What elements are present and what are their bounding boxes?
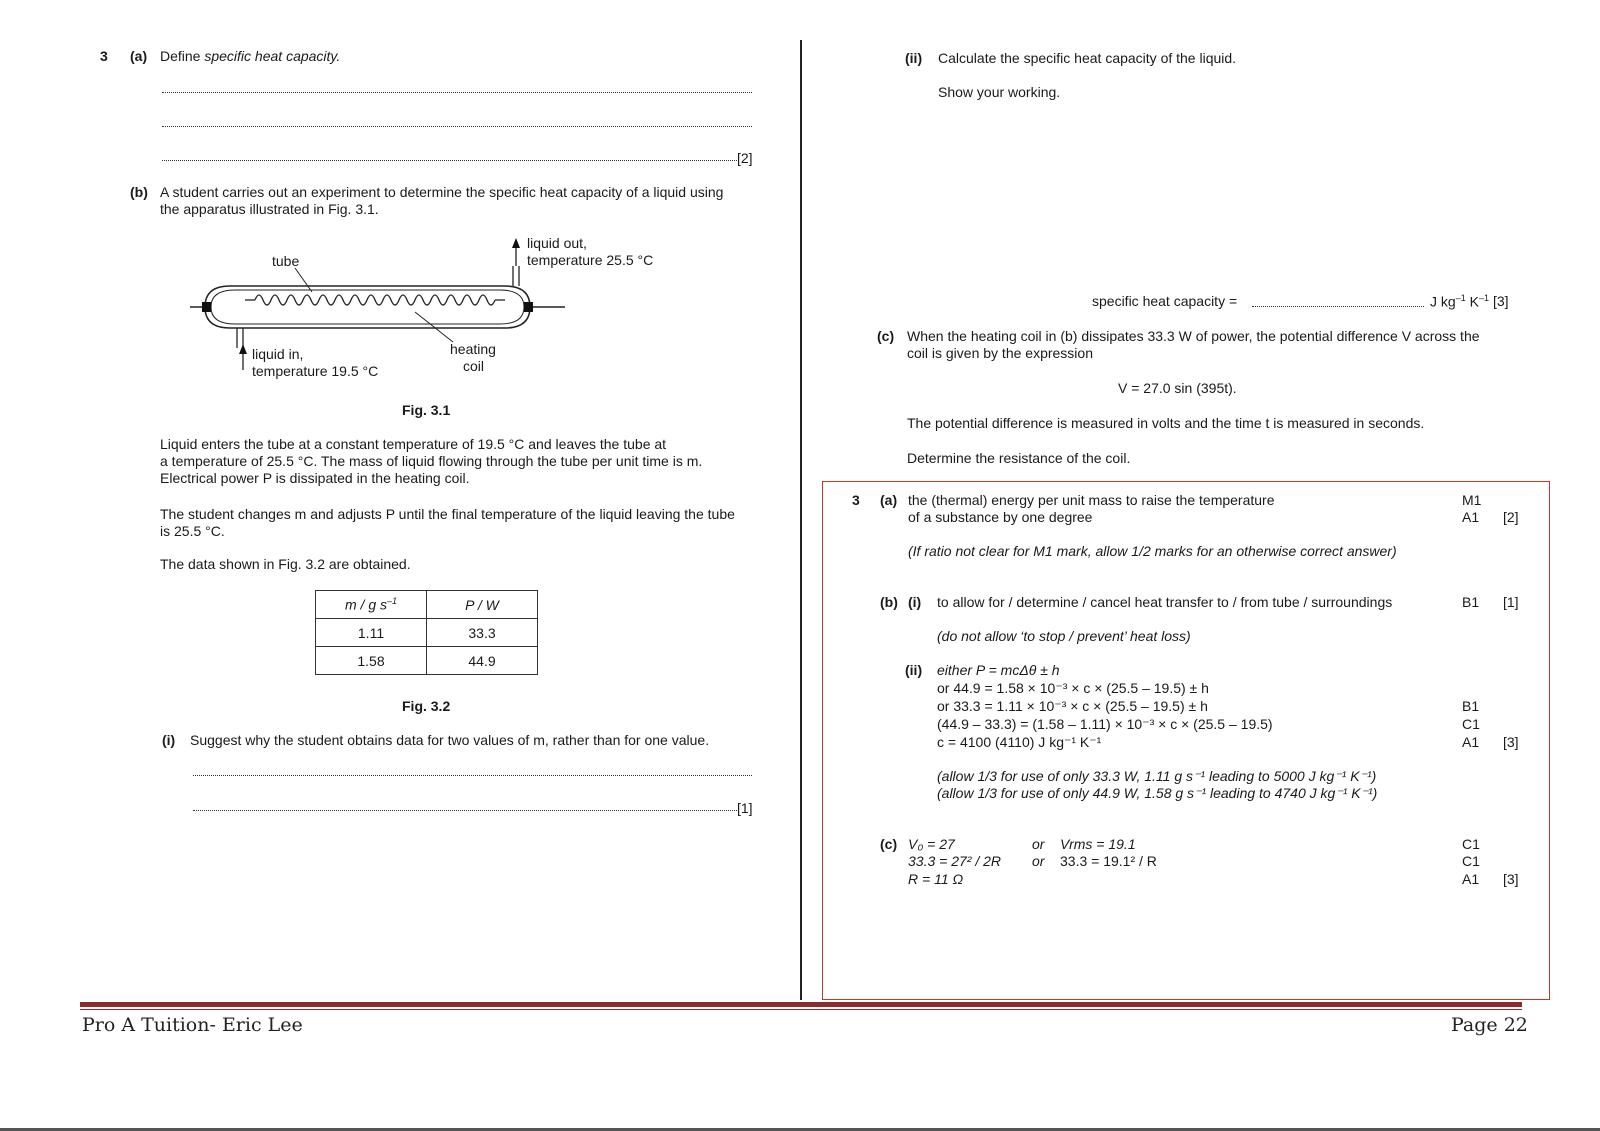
table-cell: 44.9	[427, 647, 538, 675]
footer-author: Pro A Tuition- Eric Lee	[82, 1014, 303, 1036]
ms-c-mark-2: C1	[1462, 853, 1480, 869]
ms-question-number: 3	[852, 492, 860, 508]
ms-bii-line-1: either P = mcΔθ ± h	[937, 662, 1060, 678]
ms-a-line-1: the (thermal) energy per unit mass to raise the temperature	[908, 492, 1275, 508]
ms-a-mark-2: A1	[1462, 509, 1480, 525]
shc-answer-line[interactable]	[1252, 306, 1424, 307]
ms-a-note: (If ratio not clear for M1 mark, allow 1/2 marks for an otherwise correct answer)	[908, 543, 1397, 559]
fig31-liquid-out-label: liquid out,	[527, 235, 587, 251]
table-row	[316, 647, 538, 675]
ms-bii-total: [3]	[1503, 734, 1519, 750]
ms-bii-line-3: or 33.3 = 1.11 × 10⁻³ × c × (25.5 – 19.5) ± h	[937, 698, 1208, 714]
ms-c-line-1a: V₀ = 27	[908, 836, 955, 852]
part-bi-label: (i)	[162, 732, 176, 748]
fig-3-2-caption: Fig. 3.2	[402, 698, 451, 714]
answer-line[interactable]	[193, 810, 737, 811]
ms-c-mark-1: C1	[1462, 836, 1480, 852]
ms-bi-note: (do not allow ‘to stop / prevent’ heat loss)	[937, 628, 1191, 644]
ms-c-label: (c)	[880, 836, 898, 852]
table-cell: 1.58	[316, 647, 427, 675]
mark-a: [2]	[737, 150, 753, 166]
answer-line[interactable]	[162, 160, 737, 161]
footer-rule-thin	[80, 1009, 1522, 1010]
ms-c-line-1b: Vrms = 19.1	[1060, 836, 1136, 852]
table-header-p: P / W	[427, 591, 538, 619]
ms-bii-line-5: c = 4100 (4110) J kg⁻¹ K⁻¹	[937, 734, 1102, 750]
shc-unit: J $kg^{-1}$ $K^{-1}$	[1430, 293, 1489, 310]
ms-c-line-2a: 33.3 = 27² / 2R	[908, 853, 1002, 869]
ms-c-or-1: or	[1032, 836, 1045, 852]
mark-bi: [1]	[737, 800, 753, 816]
ms-a-mark-1: M1	[1462, 492, 1482, 508]
part-c-text: When the heating coil in (b) dissipates 33.3 W of power, the potential difference V across the coil is given by the expression	[907, 328, 1480, 361]
fig31-temp-out-label: temperature 25.5 °C	[527, 252, 654, 268]
part-c-text-3: The potential difference is measured in volts and the time t is measured in seconds.	[907, 415, 1425, 431]
footer-page-number: Page 22	[1451, 1014, 1528, 1036]
ms-bii-line-4: (44.9 – 33.3) = (1.58 – 1.11) × 10⁻³ × c × (25.5 – 19.5)	[937, 716, 1273, 732]
table-row	[316, 619, 538, 647]
fig31-heating-label: heating	[450, 341, 496, 357]
ms-bii-note-2: (allow 1/3 for use of only 44.9 W, 1.58 g s⁻¹ leading to 4740 J kg⁻¹ K⁻¹)	[937, 785, 1378, 801]
table-header-m: m / g $s^{-1}$	[316, 591, 427, 619]
paragraph-1: Liquid enters the tube at a constant temperature of 19.5 °C and leaves the tube at a temperature of 25.5 °C. The mass of liquid flowing through the tube per unit time is m. Electrical power P is dissipated in the heating coil.	[160, 436, 703, 486]
ms-c-mark-3: A1	[1462, 871, 1480, 887]
table-cell: 33.3	[427, 619, 538, 647]
ms-c-or-2: or	[1032, 853, 1045, 869]
part-c-equation: V = 27.0 sin (395t).	[1118, 380, 1237, 396]
fig-3-1-caption: Fig. 3.1	[402, 402, 451, 418]
column-divider	[800, 40, 802, 1000]
ms-bii-note-1: (allow 1/3 for use of only 33.3 W, 1.11 g s⁻¹ leading to 5000 J kg⁻¹ K⁻¹)	[937, 768, 1377, 784]
fig-3-2-table	[315, 590, 538, 675]
ms-bii-line-2: or 44.9 = 1.58 × 10⁻³ × c × (25.5 – 19.5) ± h	[937, 680, 1209, 696]
footer-rule	[80, 1002, 1522, 1007]
part-bii-show: Show your working.	[938, 84, 1061, 100]
shc-answer-label: specific heat capacity =	[1092, 293, 1238, 309]
ms-bii-mark-1: B1	[1462, 698, 1480, 714]
part-a-label: (a)	[130, 48, 148, 64]
part-bii-text: Calculate the specific heat capacity of the liquid.	[938, 50, 1237, 66]
fig31-temp-in-label: temperature 19.5 °C	[252, 363, 379, 379]
paragraph-3: The data shown in Fig. 3.2 are obtained.	[160, 556, 411, 572]
part-c-text-4: Determine the resistance of the coil.	[907, 450, 1131, 466]
answer-line[interactable]	[193, 775, 752, 776]
mark-bii: [3]	[1493, 293, 1509, 309]
ms-c-total: [3]	[1503, 871, 1519, 887]
ms-bi-label: (i)	[908, 594, 922, 610]
part-a-text: Define specific heat capacity.	[160, 48, 341, 64]
ms-a-line-2: of a substance by one degree	[908, 509, 1093, 525]
fig-3-1-diagram	[180, 230, 580, 390]
part-b-text: A student carries out an experiment to determine the specific heat capacity of a liquid using the apparatus illustrated in Fig. 3.1.	[160, 184, 724, 217]
ms-bi-total: [1]	[1503, 594, 1519, 610]
part-c-label: (c)	[877, 328, 895, 344]
part-b-label: (b)	[130, 184, 148, 200]
part-bii-label: (ii)	[905, 50, 923, 66]
answer-line[interactable]	[162, 92, 752, 93]
ms-a-label: (a)	[880, 492, 898, 508]
fig31-tube-label: tube	[272, 253, 300, 269]
ms-bi-mark: B1	[1462, 594, 1480, 610]
fig31-coil-label: coil	[463, 358, 485, 374]
table-cell: 1.11	[316, 619, 427, 647]
fig31-liquid-in-label: liquid in,	[252, 346, 304, 362]
ms-bi-text: to allow for / determine / cancel heat transfer to / from tube / surroundings	[937, 594, 1393, 610]
paragraph-2: The student changes m and adjusts P until the final temperature of the liquid leaving the tube is 25.5 °C.	[160, 506, 735, 539]
question-number: 3	[100, 48, 108, 64]
ms-bii-mark-2: C1	[1462, 716, 1480, 732]
ms-b-label: (b)	[880, 594, 898, 610]
ms-c-line-3: R = 11 Ω	[908, 871, 964, 887]
ms-a-total: [2]	[1503, 509, 1519, 525]
table-header-row	[316, 591, 538, 619]
answer-line[interactable]	[162, 126, 752, 127]
ms-c-line-2b: 33.3 = 19.1² / R	[1060, 853, 1157, 869]
part-bi-text: Suggest why the student obtains data for two values of m, rather than for one value.	[190, 732, 710, 748]
ms-bii-mark-3: A1	[1462, 734, 1480, 750]
ms-bii-label: (ii)	[905, 662, 923, 678]
